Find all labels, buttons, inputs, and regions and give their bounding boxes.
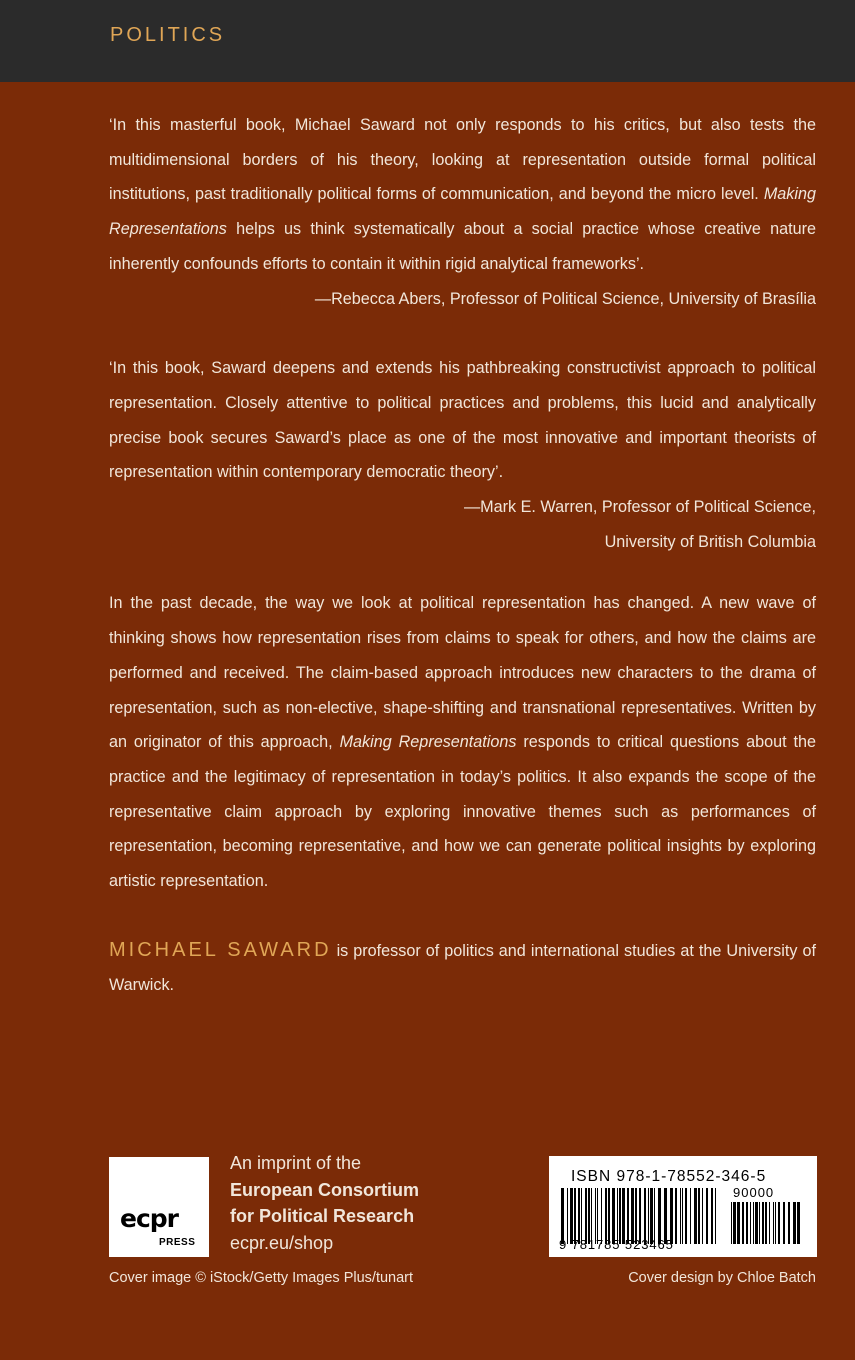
attribution-abers: —Rebecca Abers, Professor of Political Science, University of Brasília (314, 289, 816, 308)
barcode-bar (650, 1188, 653, 1244)
ecpr-logo-press: PRESS (159, 1237, 196, 1248)
barcode-bar (733, 1202, 736, 1244)
barcode-digits: 9 781785 523465 (559, 1237, 674, 1252)
author-name: MICHAEL SAWARD (109, 938, 332, 961)
publisher-url: ecpr.eu/shop (230, 1232, 334, 1253)
barcode-bar (797, 1202, 800, 1244)
description-book-title: Making Representations (339, 733, 517, 752)
barcode-bar (675, 1188, 677, 1244)
barcode-bar (765, 1202, 767, 1244)
barcode-bar (706, 1188, 708, 1244)
barcode-bar (631, 1188, 634, 1244)
barcode-bar (753, 1202, 754, 1244)
barcode-bar (702, 1188, 703, 1244)
barcode-bar (682, 1188, 683, 1244)
book-description (109, 586, 816, 898)
barcode-bar (793, 1202, 796, 1244)
ecpr-logo-word: ecpr (120, 1204, 178, 1233)
barcode-bar (769, 1202, 770, 1244)
barcode-bar (574, 1188, 576, 1244)
barcode-bar (773, 1202, 774, 1244)
barcode-bar (685, 1188, 687, 1244)
barcode-bar (595, 1188, 596, 1244)
barcode-bar (648, 1188, 649, 1244)
quote-warren: ‘In this book, Saward deepens and extends his pathbreaking constructivist approach to political representation. Closely attentive to political practices and problems, this lucid and analytically precise book secures Saward’s place as one of the most innovative and important theorists of representation within contemporary democratic theory’. (109, 359, 816, 482)
barcode-bar (654, 1188, 655, 1244)
barcode-bar (588, 1188, 590, 1244)
barcode-bar (737, 1202, 740, 1244)
description-text-2: responds to critical questions about the practice and the legitimacy of representation in today’s politics. It also expands the scope of the representative claim approach by exploring innovative themes such as performances of representation, becoming representative, and how we can generate political insights by exploring artistic representation. (109, 733, 817, 891)
ecpr-press-logo (109, 1157, 209, 1257)
description-text-1: In the past decade, the way we look at political representation has changed. A new wave of thinking shows how representation rises from claims to speak for others, and how the claims are performed and received. The claim-based approach introduces new characters to the drama of representation, such as non-elective, shape-shifting and transnational representatives. Written by an originator of this approach, (109, 594, 816, 752)
barcode-bar (644, 1188, 646, 1244)
barcode-bar (664, 1188, 667, 1244)
barcode-bar (750, 1202, 751, 1244)
barcode-bar (778, 1202, 780, 1244)
barcode-bar (622, 1188, 625, 1244)
barcode-bar (570, 1188, 573, 1244)
barcode-bar (605, 1188, 607, 1244)
header-bar (0, 0, 855, 82)
attribution-warren-line1: —Mark E. Warren, Professor of Political Science, (463, 498, 816, 517)
barcode-bar (759, 1202, 760, 1244)
barcode-bar (561, 1188, 564, 1244)
barcode-bar (670, 1188, 673, 1244)
barcode-bar (619, 1188, 621, 1244)
barcode-bar (783, 1202, 785, 1244)
cover-image-credit: Cover image © iStock/Getty Images Plus/tunart (109, 1270, 414, 1286)
category-label: POLITICS (110, 24, 226, 46)
barcode-bar (612, 1188, 615, 1244)
quote-abers-book-title: Making Representations (109, 185, 816, 239)
barcode-bar (658, 1188, 661, 1244)
barcode-bar (775, 1202, 776, 1244)
back-cover-text (109, 108, 816, 1003)
barcode-bar (597, 1188, 598, 1244)
barcode-bar (742, 1202, 744, 1244)
barcode-bar (715, 1188, 716, 1244)
barcode-bar (608, 1188, 610, 1244)
cover-design-credit: Cover design by Chloe Batch (628, 1270, 816, 1286)
barcode-bar (617, 1188, 618, 1244)
barcode-bar (690, 1188, 691, 1244)
barcode-bar (601, 1188, 602, 1244)
barcode-bar (788, 1202, 790, 1244)
barcode-main-bars (561, 1188, 719, 1244)
barcode-bar (731, 1202, 732, 1244)
barcode-bar (680, 1188, 681, 1244)
barcode-bar (578, 1188, 580, 1244)
attribution-warren-line2: University of British Columbia (604, 532, 816, 551)
quote-abers-text-2: helps us think systematically about a social practice whose creative nature inherently confounds efforts to contain it within rigid analytical frameworks’. (109, 220, 816, 273)
barcode-bar (627, 1188, 629, 1244)
quote-abers-text-1: ‘In this masterful book, Michael Saward not only responds to his critics, but also tests the multidimensional borders of his theory, looking at representation outside formal political institutions, past traditionally political forms of communication, and beyond the micro level. (109, 116, 816, 204)
barcode-bar (694, 1188, 697, 1244)
barcode-bar (635, 1188, 637, 1244)
barcode-bar (639, 1188, 641, 1244)
barcode-bar (585, 1188, 587, 1244)
publisher-name-line2: for Political Research (230, 1206, 415, 1226)
quote-abers (109, 108, 816, 282)
barcode-bar (711, 1188, 713, 1244)
barcode-bar (567, 1188, 568, 1244)
isbn-barcode (549, 1156, 817, 1257)
publisher-imprint (230, 1150, 419, 1256)
imprint-line: An imprint of the (230, 1153, 362, 1173)
barcode-addon-digits: 90000 (733, 1185, 775, 1200)
author-bio-text: is professor of politics and international studies at the University of Warwick. (109, 941, 816, 995)
barcode-bar (591, 1188, 592, 1244)
author-bio (109, 933, 816, 1003)
barcode-bar (698, 1188, 700, 1244)
barcode-bar (746, 1202, 748, 1244)
isbn-text: ISBN 978-1-78552-346-5 (571, 1168, 767, 1185)
publisher-name-line1: European Consortium (230, 1179, 420, 1200)
barcode-bar (762, 1202, 764, 1244)
barcode-bar (755, 1202, 758, 1244)
barcode-bar (581, 1188, 582, 1244)
barcode-addon-bars (731, 1202, 803, 1244)
